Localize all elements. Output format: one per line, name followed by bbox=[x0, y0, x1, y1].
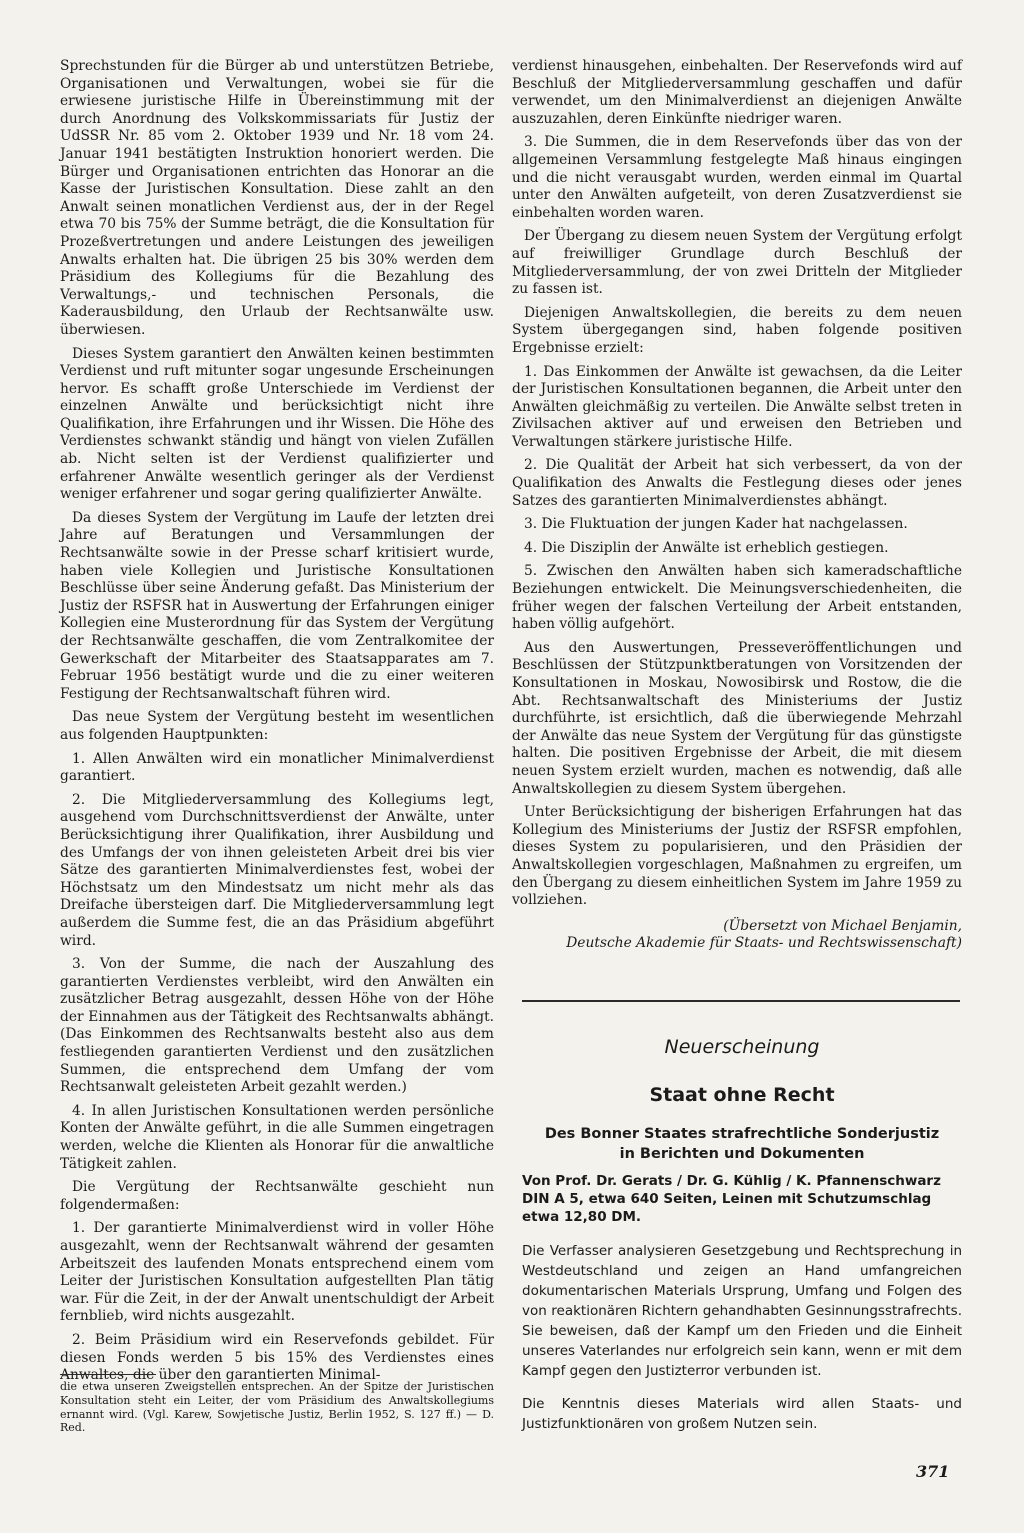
ad-book-details: Von Prof. Dr. Gerats / Dr. G. Kühlig / K. Pfannenschwarz DIN A 5, etwa 640 Seiten, Leinen mit Schutzumschlag etwa 12,80 DM. bbox=[522, 1173, 941, 1225]
page-number: 371 bbox=[916, 1462, 950, 1481]
list-item: 4. In allen Juristischen Konsultationen werden persönliche Konten der Anwälte geführt, in die alle Summen eingetragen werden, welche die Klienten als Honorar für die anwaltliche Tätigkeit zahlen. bbox=[60, 1102, 494, 1172]
paragraph: Da dieses System der Vergütung im Laufe der letzten drei Jahre auf Beratungen und Versammlungen der Rechtsanwälte sowie in der Presse scharf kritisiert wurde, haben viele Kollegien und Juristische Konsultationen Beschlüsse über seine Änderung gefaßt. Das Ministerium der Justiz der RSFSR hat in Auswertung der Erfahrungen einiger Kollegien eine Musterordnung für das System der Vergütung der Rechtsanwälte geschaffen, die vom Zentralkomitee der Gewerkschaft der Mitarbeiter des Staatsapparates am 7. Februar 1956 bestätigt wurde und die zu einer weiteren Festigung der Rechtsanwaltschaft führen wird. bbox=[60, 509, 494, 702]
translation-credit bbox=[512, 918, 962, 953]
paragraph: Unter Berücksichtigung der bisherigen Erfahrungen hat das Kollegium des Ministeriums der Justiz der RSFSR empfohlen, dieses System zu popularisieren, und den Präsidien der Anwaltskollegien vorgeschlagen, Maßnahmen zu ergreifen, um den Übergang zu diesem einheitlichen System im Jahre 1959 zu vollziehen. bbox=[512, 804, 962, 909]
paragraph: Dieses System garantiert den Anwälten keinen bestimmten Verdienst und ruft mitunter sogar ungesunde Erscheinungen hervor. Es schafft große Unterschiede im Verdienst der einzelnen Anwälte und berücksichtigt nicht ihre Qualifikation, ihre Erfahrungen und ihr Wissen. Die Höhe des Verdienstes schwankt ständig und hängt von vielen Zufällen ab. Nicht selten ist der Verdienst qualifizierter und erfahrener Anwälte wesentlich geringer als der Verdienst weniger erfahrener und sogar gering qualifizierter Anwälte. bbox=[60, 345, 494, 503]
ad-kicker: Neuerscheinung bbox=[664, 1036, 820, 1058]
list-item: 1. Der garantierte Minimalverdienst wird in voller Höhe ausgezahlt, wenn der Rechtsanwalt während der gesamten Arbeitszeit des laufenden Monats entsprechend einem vom Leiter der Juristischen Konsultation aufgestellten Plan tätig war. Für die Zeit, in der der Anwalt unentschuldigt der Arbeit fernblieb, wird nichts ausgezahlt. bbox=[60, 1220, 494, 1325]
list-item: 2. Die Mitgliederversammlung des Kollegiums legt, ausgehend vom Durchschnittsverdienst der Anwälte, unter Berücksichtigung ihrer Qualifikation, ihrer Ausbildung und des Umfangs der von ihnen geleisteten Arbeit drei bis vier Sätze des garantierten Minimalverdienstes fest, wobei der Höchstsatz um den Mindestsatz um nicht mehr als das Dreifache übersteigen darf. Die Mitgliederversammlung legt außerdem die Summe fest, die an das Präsidium abgeführt wird. bbox=[60, 791, 494, 949]
footnote-divider bbox=[60, 1374, 156, 1375]
paragraph: Die Vergütung der Rechtsanwälte geschieht nun folgendermaßen: bbox=[60, 1179, 494, 1213]
paragraph: Aus den Auswertungen, Presseveröffentlichungen und Beschlüssen der Stützpunktberatungen von Vorsitzenden der Konsultationen in Moskau, Nowosibirsk und Rostow, die die Abt. Rechtsanwaltschaft des Ministeriums der Justiz durchführte, ist ersichtlich, daß die überwiegende Mehrzahl der Anwälte das neue System der Vergütung für das günstigste halten. Die positiven Ergebnisse der Arbeit, die mit diesem neuen System erzielt wurden, machen es notwendig, daß alle Anwaltskollegien zu diesem System übergehen. bbox=[512, 639, 962, 797]
section-divider bbox=[522, 1000, 960, 1002]
ad-subtitle-line: Des Bonner Staates strafrechtliche Sonderjustiz bbox=[544, 1126, 940, 1142]
paragraph: Das neue System der Vergütung besteht im wesentlichen aus folgenden Hauptpunkten: bbox=[60, 709, 494, 743]
list-item: 4. Die Disziplin der Anwälte ist erheblich gestiegen. bbox=[524, 539, 889, 556]
list-item: 5. Zwischen den Anwälten haben sich kameradschaftliche Beziehungen entwickelt. Die Meinungsverschiedenheiten, die früher wegen der falschen Verteilung der Arbeit entstanden, haben völlig aufgehört. bbox=[512, 563, 962, 633]
paragraph: verdienst hinausgehen, einbehalten. Der Reservefonds wird auf Beschluß der Mitgliederversammlung geschaffen und dafür verwendet, um den Minimalverdienst an diejenigen Anwälte auszuzahlen, deren Einkünfte niedriger waren. bbox=[512, 58, 962, 127]
right-column bbox=[512, 58, 962, 953]
footnote: die etwa unseren Zweigstellen entsprechen. An der Spitze der Juristischen Konsultation steht ein Leiter, der vom Präsidium des Anwaltskollegiums ernannt wird. (Vgl. Karew, Sowjetische Justiz, Berlin 1952, S. 127 ff.) — D. Red. bbox=[60, 1380, 494, 1435]
list-item: 1. Allen Anwälten wird ein monatlicher Minimalverdienst garantiert. bbox=[60, 750, 494, 785]
list-item: 2. Die Qualität der Arbeit hat sich verbessert, da von der Qualifikation des Anwalts die Festlegung dieses oder jenes Satzes des garantierten Minimalverdienstes abhängt. bbox=[512, 457, 962, 509]
list-item: 1. Das Einkommen der Anwälte ist gewachsen, da die Leiter der Juristischen Konsultationen begannen, die Arbeit unter den Anwälten gleichmäßig zu verteilen. Die Anwälte selbst treten in Zivilsachen aktiver auf und erweisen den Betrieben und Verwaltungen stärkere juristische Hilfe. bbox=[512, 363, 962, 450]
paragraph: Sprechstunden für die Bürger ab und unterstützen Betriebe, Organisationen und Verwaltungen, wobei sie für die erwiesene juristische Hilfe in Übereinstimmung mit der durch Anordnung des Volkskommissariats für Justiz der UdSSR Nr. 85 vom 2. Oktober 1939 und Nr. 18 vom 24. Januar 1941 bestätigten Instruktion honoriert werden. Die Bürger und Organisationen entrichten das Honorar an die Kasse der Juristischen Konsultation. Diese zahlt an den Anwalt seinen monatlichen Verdienst aus, der in der Regel etwa 70 bis 75% der Summe beträgt, die die Konsultation für Prozeßvertretungen und andere Leistungen des jeweiligen Anwalts erhalten hat. Die übrigen 25 bis 30% werden dem Präsidium des Kollegiums für die Bezahlung des Verwaltungs,- und technischen Personals, die Kaderausbildung, den Urlaub der Rechtsanwälte usw. überwiesen. bbox=[60, 58, 494, 338]
list-item: 3. Die Fluktuation der jungen Kader hat nachgelassen. bbox=[524, 516, 908, 533]
list-item: 3. Von der Summe, die nach der Auszahlung des garantierten Verdienstes verbleibt, wird den Anwälten ein zusätzlicher Betrag ausgezahlt, dessen Höhe von der Höhe der Einnahmen aus der Tätigkeit des Rechtsanwalts abhängt. (Das Einkommen des Rechtsanwalts besteht also aus dem festliegenden garantierten Verdienst und den zusätzlichen Summen, die entsprechend dem Umfang der vom Rechtsanwalt geleisteten Arbeit gezahlt werden.) bbox=[60, 956, 494, 1096]
ad-subtitle bbox=[522, 1124, 962, 1164]
ad-title: Staat ohne Recht bbox=[649, 1084, 835, 1106]
credit-translator: (Übersetzt von Michael Benjamin, bbox=[723, 917, 962, 934]
ad-subtitle-line: in Berichten und Dokumenten bbox=[619, 1146, 865, 1162]
paragraph: Der Übergang zu diesem neuen System der Vergütung erfolgt auf freiwilliger Grundlage durch Beschluß der Mitgliederversammlung, der von zwei Dritteln der Mitglieder zu fassen ist. bbox=[512, 228, 962, 298]
list-item: 2. Beim Präsidium wird ein Reservefonds gebildet. Für diesen Fonds werden 5 bis 15% des Verdienstes eines Anwaltes, die über den garantierten Minimal- bbox=[60, 1331, 494, 1384]
left-column bbox=[60, 58, 494, 1391]
credit-institution: Deutsche Akademie für Staats- und Rechtswissenschaft) bbox=[566, 935, 962, 952]
ad-description: Die Verfasser analysieren Gesetzgebung und Rechtsprechung in Westdeutschland und zeigen an Hand umfangreichen dokumentarischen Materials Ursprung, Umfang und Folgen des von reaktionären Richtern gehandhabten Gesinnungsstrafrechts. Sie beweisen, daß der Kampf um den Frieden und die Einheit unseres Vaterlandes nur erfolgreich sein kann, wenn er mit dem Kampf gegen den Justizterror verbunden ist. bbox=[522, 1243, 962, 1379]
ad-note: Die Kenntnis dieses Materials wird allen Staats- und Justizfunktionären von großem Nutzen sein. bbox=[522, 1396, 962, 1432]
list-item: 3. Die Summen, die in dem Reservefonds über das von der allgemeinen Versammlung festgelegte Maß hinaus eingingen und die nicht verausgabt wurden, werden einmal im Quartal unter den Anwälten aufgeteilt, von deren Zusatzverdienst sie einbehalten worden waren. bbox=[512, 134, 962, 221]
paragraph: Diejenigen Anwaltskollegien, die bereits zu dem neuen System übergegangen sind, haben folgende positiven Ergebnisse erzielt: bbox=[512, 304, 962, 356]
